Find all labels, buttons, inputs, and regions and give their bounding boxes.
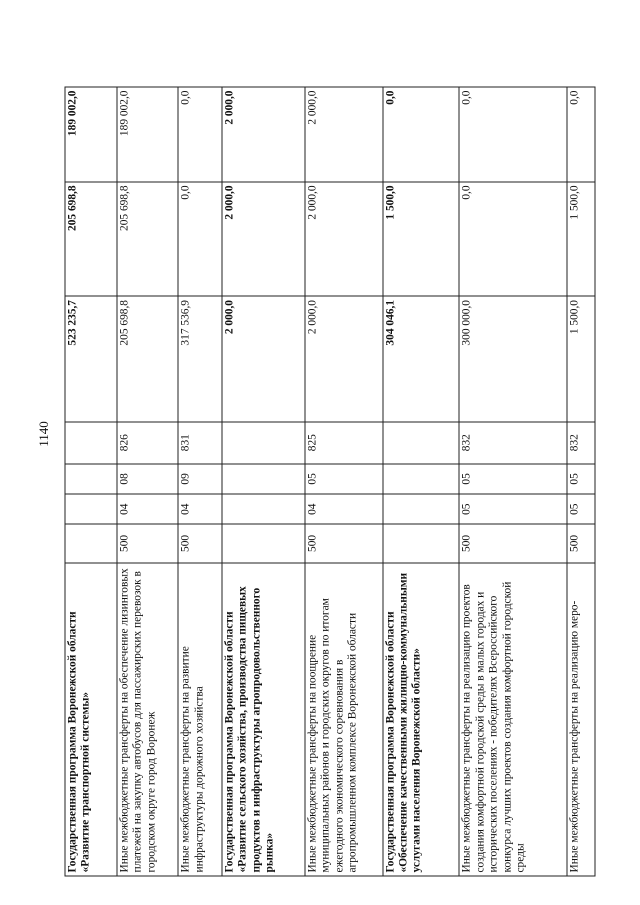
amount-year-1-cell: 205 698,8 (117, 296, 178, 421)
amount-year-1-cell: 523 235,7 (65, 296, 117, 421)
expense-type-code-cell: 832 (459, 421, 566, 463)
amount-year-2-cell: 205 698,8 (65, 181, 117, 296)
amount-year-3-cell: 189 002,0 (65, 87, 117, 182)
program-row (65, 87, 117, 876)
amount-year-1-cell: 317 536,9 (178, 296, 222, 421)
amount-year-3-cell: 0,0 (567, 87, 595, 182)
grbs-code-cell: 500 (178, 524, 222, 562)
expense-type-code-cell: 831 (178, 421, 222, 463)
grbs-code-cell: 500 (117, 524, 178, 562)
section-code-cell: 05 (459, 494, 566, 524)
subsection-code-cell (222, 463, 305, 493)
subsection-code-cell: 05 (305, 463, 383, 493)
program-name-cell: Государственная программа Воронежской области «Обеспечение качественными жилищно-коммунальными услугами населения Воронежской области» (383, 562, 460, 875)
expense-type-code-cell (65, 421, 117, 463)
expense-type-code-cell (383, 421, 460, 463)
section-code-cell (383, 494, 460, 524)
transfer-row (567, 87, 595, 876)
subsection-code-cell (383, 463, 460, 493)
section-code-cell: 05 (567, 494, 595, 524)
grbs-code-cell (65, 524, 117, 562)
transfer-row (305, 87, 383, 876)
amount-year-2-cell: 1 500,0 (567, 181, 595, 296)
section-code-cell (65, 494, 117, 524)
expense-type-code-cell: 832 (567, 421, 595, 463)
amount-year-2-cell: 205 698,8 (117, 181, 178, 296)
program-name-cell: Иные межбюджетные трансферты на реализацию меро- (567, 562, 595, 875)
amount-year-1-cell: 2 000,0 (222, 296, 305, 421)
amount-year-1-cell: 300 000,0 (459, 296, 566, 421)
section-code-cell: 04 (178, 494, 222, 524)
amount-year-1-cell: 1 500,0 (567, 296, 595, 421)
subsection-code-cell: 08 (117, 463, 178, 493)
amount-year-2-cell: 0,0 (459, 181, 566, 296)
amount-year-1-cell: 304 046,1 (383, 296, 460, 421)
section-code-cell: 04 (117, 494, 178, 524)
amount-year-2-cell: 0,0 (178, 181, 222, 296)
amount-year-3-cell: 0,0 (178, 87, 222, 182)
grbs-code-cell (222, 524, 305, 562)
subsection-code-cell: 09 (178, 463, 222, 493)
expense-type-code-cell (222, 421, 305, 463)
budget-table (65, 86, 596, 876)
grbs-code-cell: 500 (567, 524, 595, 562)
amount-year-2-cell: 2 000,0 (222, 181, 305, 296)
grbs-code-cell: 500 (459, 524, 566, 562)
subsection-code-cell (65, 463, 117, 493)
amount-year-1-cell: 2 000,0 (305, 296, 383, 421)
transfer-row (117, 87, 178, 876)
expense-type-code-cell: 825 (305, 421, 383, 463)
program-row (222, 87, 305, 876)
transfer-row (178, 87, 222, 876)
transfer-row (459, 87, 566, 876)
grbs-code-cell: 500 (305, 524, 383, 562)
amount-year-3-cell: 2 000,0 (222, 87, 305, 182)
amount-year-3-cell: 2 000,0 (305, 87, 383, 182)
program-name-cell: Государственная программа Воронежской области «Развитие сельского хозяйства, производства пищевых продуктов и инфраструктуры агропродовольственного рынка» (222, 562, 305, 875)
table-body (65, 87, 595, 876)
amount-year-3-cell: 189 002,0 (117, 87, 178, 182)
budget-table-sheet (65, 86, 596, 876)
grbs-code-cell (383, 524, 460, 562)
amount-year-3-cell: 0,0 (383, 87, 460, 182)
program-name-cell: Государственная программа Воронежской области «Развитие транспортной системы» (65, 562, 117, 875)
program-name-cell: Иные межбюджетные трансферты на поощрение муниципальных районов и городских округов по итогам ежегодного экономического соревнования в агропромышленном комплексе Воронежской области (305, 562, 383, 875)
section-code-cell: 04 (305, 494, 383, 524)
expense-type-code-cell: 826 (117, 421, 178, 463)
program-name-cell: Иные межбюджетные трансферты на развитие инфраструктуры дорожного хозяйства (178, 562, 222, 875)
subsection-code-cell: 05 (567, 463, 595, 493)
subsection-code-cell: 05 (459, 463, 566, 493)
program-name-cell: Иные межбюджетные трансферты на реализацию проектов создания комфортной городской среды в малых городах и исторических поселениях - победителях Всероссийского конкурса лучших проектов создания комфортной городской среды (459, 562, 566, 875)
program-name-cell: Иные межбюджетные трансферты на обеспечение лизинговых платежей на закупку автобусов для пассажирских перевозок в городском округе город Воронеж (117, 562, 178, 875)
amount-year-2-cell: 1 500,0 (383, 181, 460, 296)
section-code-cell (222, 494, 305, 524)
amount-year-2-cell: 2 000,0 (305, 181, 383, 296)
amount-year-3-cell: 0,0 (459, 87, 566, 182)
program-row (383, 87, 460, 876)
page-number: 1140 (36, 421, 51, 447)
